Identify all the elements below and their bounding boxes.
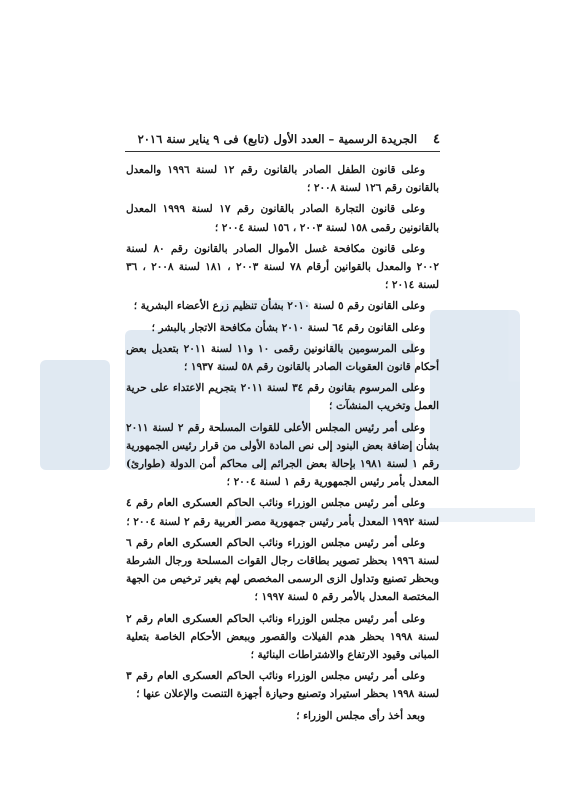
document-body (126, 161, 439, 728)
paragraph: وعلى قانون التجارة الصادر بالقانون رقم ١٧ لسنة ١٩٩٩ المعدل بالقانونين رقمى ١٥٨ لسنة ٢٠٠٣ ، ١٥٦ لسنة ٢٠٠٤ ؛ (126, 203, 439, 234)
paragraph: وعلى أمر رئيس مجلس الوزراء ونائب الحاكم العسكرى العام رقم ٢ لسنة ١٩٩٨ بحظر هدم الفيلات والقصور وببعض الأحكام الخاصة بتعلية المبانى وقيود الارتفاع والاشتراطات البنائية ؛ (126, 612, 439, 662)
paragraph: وعلى أمر رئيس مجلس الوزراء ونائب الحاكم العسكرى العام رقم ٣ لسنة ١٩٩٨ بحظر استيراد وتصنيع وحيازة أجهزة التنصت والإعلان عنها ؛ (126, 670, 439, 701)
page-title: الجريدة الرسمية – العدد الأول (تابع) فى ٩ يناير سنة ٢٠١٦ (137, 132, 418, 146)
page-header (125, 130, 440, 148)
paragraph: وعلى المرسوم بقانون رقم ٣٤ لسنة ٢٠١١ بتجريم الاعتداء على حرية العمل وتخريب المنشآت ؛ (126, 382, 439, 413)
paragraph: وعلى القانون رقم ٦٤ لسنة ٢٠١٠ بشأن مكافحة الاتجار بالبشر ؛ (151, 321, 425, 334)
paragraph: وعلى قانون الطفل الصادر بالقانون رقم ١٢ لسنة ١٩٩٦ والمعدل بالقانون رقم ١٢٦ لسنة ٢٠٠٨ ؛ (126, 164, 439, 195)
paragraph: وعلى أمر رئيس المجلس الأعلى للقوات المسلحة رقم ٢ لسنة ٢٠١١ بشأن إضافة بعض البنود إلى نص المادة الأولى من قرار رئيس الجمهورية رقم ١ لسنة ١٩٨١ بإحالة بعض الجرائم إلى محاكم أمن الدولة (طوارئ) المعدل بأمر رئيس الجمهورية رقم ١ لسنة ٢٠٠٤ ؛ (126, 421, 439, 489)
paragraph: وعلى قانون مكافحة غسل الأموال الصادر بالقانون رقم ٨٠ لسنة ٢٠٠٢ والمعدل بالقوانين أرقام ٧٨ لسنة ٢٠٠٣ ، ١٨١ لسنة ٢٠٠٨ ، ٣٦ لسنة ٢٠١٤ ؛ (126, 242, 439, 292)
paragraph: وعلى أمر رئيس مجلس الوزراء ونائب الحاكم العسكرى العام رقم ٦ لسنة ١٩٩٦ بحظر تصوير بطاقات رجال القوات المسلحة ورجال الشرطة وبحظر تصنيع وتداول الزى الرسمى المخصص لهم بغير ترخيص من الجهة المختصة المعدل بالأمر رقم ٥ لسنة ١٩٩٧ ؛ (126, 536, 439, 604)
page-number: ٤ (433, 131, 440, 147)
paragraph: وعلى القانون رقم ٥ لسنة ٢٠١٠ بشأن تنظيم زرع الأعضاء البشرية ؛ (133, 300, 425, 313)
paragraph: وعلى المرسومين بالقانونين رقمى ١٠ و١١ لسنة ٢٠١١ بتعديل بعض أحكام قانون العقوبات الصادر بالقانون رقم ٥٨ لسنة ١٩٣٧ ؛ (126, 342, 439, 374)
paragraph: وعلى أمر رئيس مجلس الوزراء ونائب الحاكم العسكرى العام رقم ٤ لسنة ١٩٩٢ المعدل بأمر رئيس جمهورية مصر العربية رقم ٢ لسنة ٢٠٠٤ ؛ (126, 497, 439, 528)
paragraph: وبعد أخذ رأى مجلس الوزراء ؛ (296, 709, 425, 722)
header-divider (125, 151, 440, 152)
